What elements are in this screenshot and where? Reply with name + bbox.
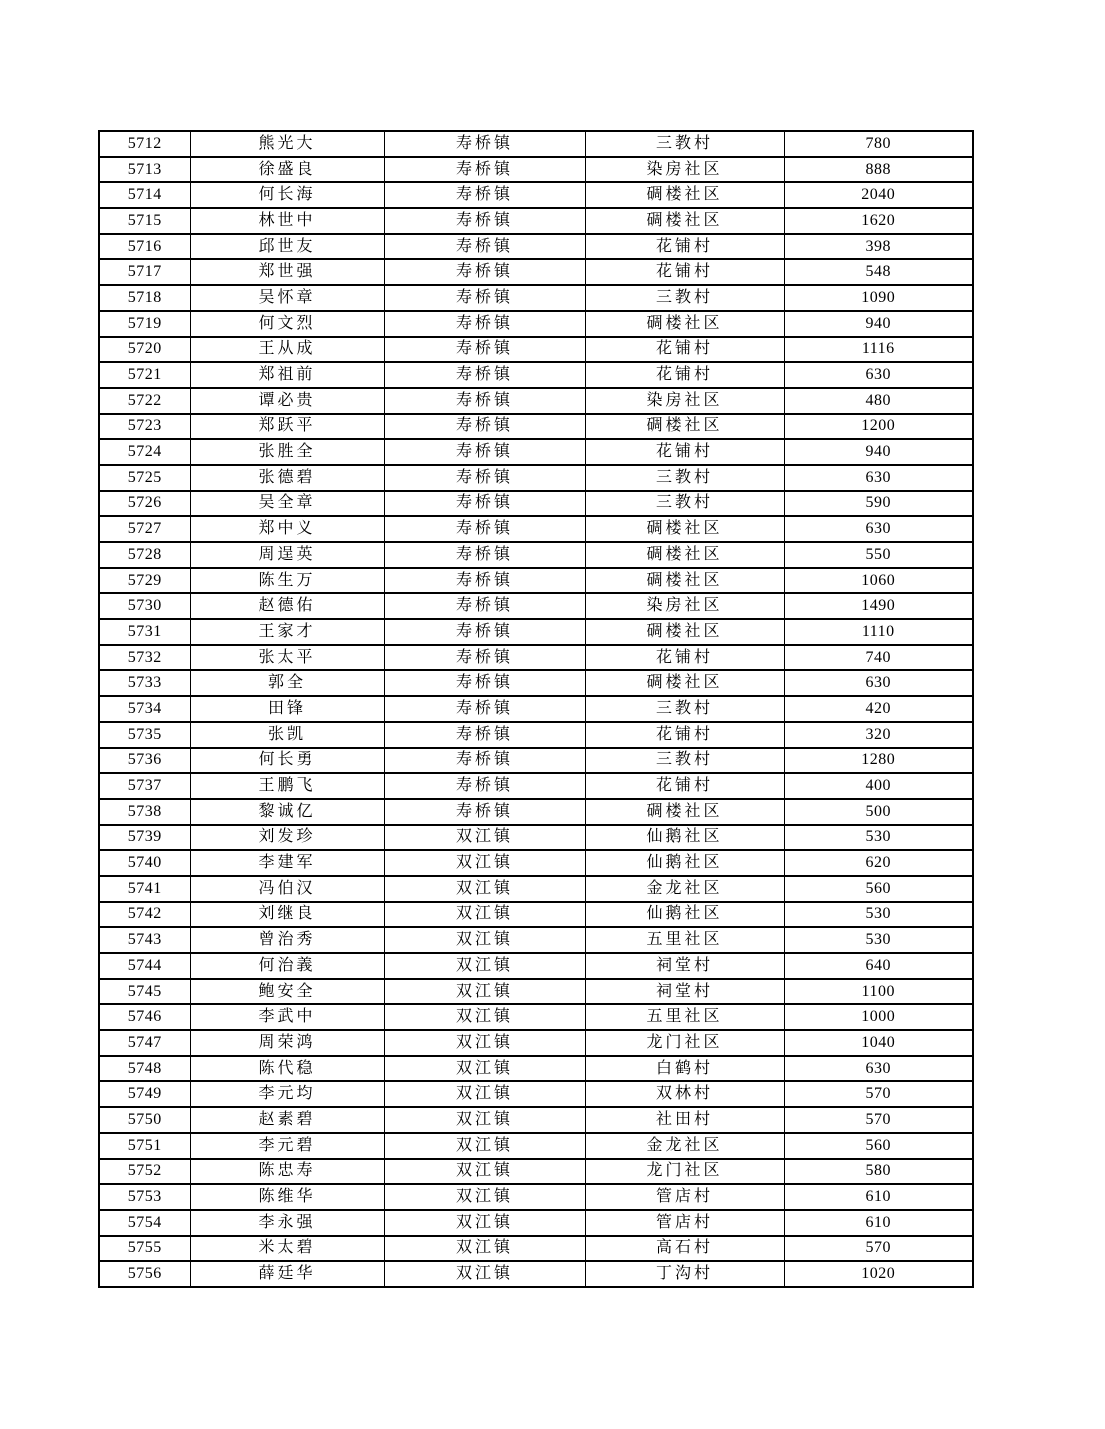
cell-serial: 5747 [99,1030,190,1056]
cell-serial: 5749 [99,1081,190,1107]
cell-village: 碉楼社区 [585,311,784,337]
cell-name: 何长勇 [190,748,384,774]
cell-name: 张德碧 [190,465,384,491]
cell-name: 郑祖前 [190,362,384,388]
cell-amount: 630 [784,1056,973,1082]
cell-amount: 940 [784,311,973,337]
cell-amount: 1620 [784,208,973,234]
table-row [99,182,973,208]
cell-village: 仙鹅社区 [585,850,784,876]
table-row [99,157,973,183]
cell-town: 寿桥镇 [384,748,585,774]
cell-town: 双江镇 [384,1210,585,1236]
table-row [99,850,973,876]
cell-town: 寿桥镇 [384,208,585,234]
cell-town: 双江镇 [384,1081,585,1107]
cell-town: 双江镇 [384,1261,585,1287]
cell-village: 金龙社区 [585,1133,784,1159]
cell-serial: 5748 [99,1056,190,1082]
table-row [99,619,973,645]
cell-serial: 5738 [99,799,190,825]
cell-village: 祠堂村 [585,979,784,1005]
table-row [99,696,973,722]
cell-village: 仙鹅社区 [585,902,784,928]
cell-name: 周荣鸿 [190,1030,384,1056]
cell-amount: 1090 [784,285,973,311]
cell-village: 碉楼社区 [585,568,784,594]
cell-town: 寿桥镇 [384,337,585,363]
cell-name: 熊光大 [190,131,384,157]
cell-name: 吴怀章 [190,285,384,311]
table-row [99,722,973,748]
cell-village: 碉楼社区 [585,414,784,440]
table-row [99,1210,973,1236]
cell-village: 五里社区 [585,927,784,953]
cell-serial: 5728 [99,542,190,568]
cell-town: 双江镇 [384,850,585,876]
cell-village: 染房社区 [585,157,784,183]
table-row [99,311,973,337]
cell-amount: 1000 [784,1004,973,1030]
cell-name: 周逞英 [190,542,384,568]
table-row [99,285,973,311]
cell-village: 三教村 [585,748,784,774]
cell-town: 双江镇 [384,1184,585,1210]
cell-town: 双江镇 [384,876,585,902]
cell-town: 寿桥镇 [384,465,585,491]
cell-village: 碉楼社区 [585,182,784,208]
cell-town: 双江镇 [384,1056,585,1082]
cell-name: 刘继良 [190,902,384,928]
cell-village: 碉楼社区 [585,619,784,645]
cell-town: 寿桥镇 [384,157,585,183]
cell-village: 祠堂村 [585,953,784,979]
cell-name: 张凯 [190,722,384,748]
cell-serial: 5712 [99,131,190,157]
cell-name: 李武中 [190,1004,384,1030]
cell-town: 双江镇 [384,1107,585,1133]
cell-amount: 1040 [784,1030,973,1056]
cell-serial: 5752 [99,1159,190,1185]
cell-village: 花铺村 [585,337,784,363]
cell-town: 双江镇 [384,1030,585,1056]
cell-amount: 1110 [784,619,973,645]
cell-serial: 5727 [99,516,190,542]
cell-village: 染房社区 [585,388,784,414]
cell-name: 田锋 [190,696,384,722]
cell-town: 寿桥镇 [384,439,585,465]
cell-serial: 5723 [99,414,190,440]
cell-village: 碉楼社区 [585,208,784,234]
table-row [99,799,973,825]
table-row [99,1261,973,1287]
cell-amount: 580 [784,1159,973,1185]
cell-name: 李建军 [190,850,384,876]
cell-amount: 560 [784,1133,973,1159]
cell-name: 郑中义 [190,516,384,542]
cell-name: 郑跃平 [190,414,384,440]
table-row [99,1159,973,1185]
table-row [99,1236,973,1262]
cell-serial: 5720 [99,337,190,363]
cell-serial: 5721 [99,362,190,388]
cell-serial: 5717 [99,259,190,285]
cell-town: 双江镇 [384,1236,585,1262]
cell-town: 寿桥镇 [384,568,585,594]
cell-town: 寿桥镇 [384,234,585,260]
table-row [99,208,973,234]
cell-amount: 1280 [784,748,973,774]
table-row [99,593,973,619]
cell-name: 曾治秀 [190,927,384,953]
cell-amount: 610 [784,1210,973,1236]
cell-name: 王从成 [190,337,384,363]
cell-amount: 500 [784,799,973,825]
cell-town: 寿桥镇 [384,414,585,440]
cell-serial: 5733 [99,670,190,696]
cell-serial: 5741 [99,876,190,902]
cell-amount: 940 [784,439,973,465]
cell-name: 张太平 [190,645,384,671]
cell-name: 谭必贵 [190,388,384,414]
cell-amount: 1100 [784,979,973,1005]
table-row [99,902,973,928]
cell-amount: 570 [784,1236,973,1262]
cell-village: 碉楼社区 [585,516,784,542]
table-row [99,927,973,953]
cell-amount: 570 [784,1081,973,1107]
cell-town: 寿桥镇 [384,388,585,414]
cell-serial: 5745 [99,979,190,1005]
cell-town: 寿桥镇 [384,131,585,157]
cell-village: 花铺村 [585,234,784,260]
cell-serial: 5737 [99,773,190,799]
cell-amount: 550 [784,542,973,568]
cell-serial: 5719 [99,311,190,337]
cell-village: 五里社区 [585,1004,784,1030]
cell-serial: 5729 [99,568,190,594]
cell-amount: 610 [784,1184,973,1210]
table-row [99,670,973,696]
cell-amount: 560 [784,876,973,902]
cell-serial: 5739 [99,825,190,851]
cell-amount: 740 [784,645,973,671]
cell-village: 三教村 [585,285,784,311]
table-row [99,362,973,388]
cell-town: 寿桥镇 [384,799,585,825]
cell-name: 何文烈 [190,311,384,337]
cell-village: 高石村 [585,1236,784,1262]
cell-serial: 5756 [99,1261,190,1287]
cell-amount: 420 [784,696,973,722]
cell-village: 三教村 [585,491,784,517]
cell-village: 管店村 [585,1184,784,1210]
cell-amount: 530 [784,927,973,953]
cell-amount: 888 [784,157,973,183]
cell-village: 三教村 [585,465,784,491]
cell-name: 陈生万 [190,568,384,594]
cell-serial: 5750 [99,1107,190,1133]
cell-name: 王鹏飞 [190,773,384,799]
cell-serial: 5724 [99,439,190,465]
records-table [98,130,974,1288]
cell-amount: 1490 [784,593,973,619]
cell-amount: 590 [784,491,973,517]
cell-village: 花铺村 [585,773,784,799]
table-row [99,645,973,671]
cell-town: 寿桥镇 [384,491,585,517]
cell-serial: 5735 [99,722,190,748]
table-row [99,1107,973,1133]
cell-serial: 5743 [99,927,190,953]
cell-village: 碉楼社区 [585,542,784,568]
cell-serial: 5731 [99,619,190,645]
cell-serial: 5713 [99,157,190,183]
cell-amount: 398 [784,234,973,260]
cell-village: 三教村 [585,131,784,157]
cell-town: 双江镇 [384,979,585,1005]
cell-town: 寿桥镇 [384,362,585,388]
cell-town: 双江镇 [384,1133,585,1159]
table-row [99,259,973,285]
cell-village: 仙鹅社区 [585,825,784,851]
cell-name: 王家才 [190,619,384,645]
cell-name: 邱世友 [190,234,384,260]
cell-village: 白鹤村 [585,1056,784,1082]
table-row [99,234,973,260]
table-row [99,439,973,465]
cell-amount: 400 [784,773,973,799]
cell-amount: 630 [784,516,973,542]
cell-town: 寿桥镇 [384,259,585,285]
cell-name: 李永强 [190,1210,384,1236]
cell-serial: 5716 [99,234,190,260]
cell-town: 寿桥镇 [384,285,585,311]
table-row [99,953,973,979]
table-row [99,1081,973,1107]
cell-amount: 570 [784,1107,973,1133]
cell-village: 染房社区 [585,593,784,619]
table-row [99,542,973,568]
cell-town: 双江镇 [384,825,585,851]
cell-serial: 5755 [99,1236,190,1262]
cell-name: 李元碧 [190,1133,384,1159]
table-row [99,1184,973,1210]
cell-serial: 5736 [99,748,190,774]
table-row [99,491,973,517]
cell-serial: 5730 [99,593,190,619]
cell-village: 龙门社区 [585,1030,784,1056]
cell-serial: 5732 [99,645,190,671]
table-row [99,414,973,440]
cell-amount: 630 [784,362,973,388]
table-row [99,1056,973,1082]
cell-amount: 320 [784,722,973,748]
cell-amount: 530 [784,825,973,851]
cell-name: 林世中 [190,208,384,234]
cell-amount: 530 [784,902,973,928]
cell-serial: 5753 [99,1184,190,1210]
cell-serial: 5734 [99,696,190,722]
cell-town: 寿桥镇 [384,516,585,542]
cell-village: 龙门社区 [585,1159,784,1185]
cell-town: 双江镇 [384,927,585,953]
table-row [99,131,973,157]
cell-serial: 5744 [99,953,190,979]
cell-name: 薛廷华 [190,1261,384,1287]
cell-name: 冯伯汉 [190,876,384,902]
table-row [99,337,973,363]
cell-village: 花铺村 [585,439,784,465]
cell-serial: 5740 [99,850,190,876]
cell-name: 米太碧 [190,1236,384,1262]
cell-name: 鲍安全 [190,979,384,1005]
cell-serial: 5726 [99,491,190,517]
cell-name: 吴全章 [190,491,384,517]
cell-town: 寿桥镇 [384,593,585,619]
cell-town: 寿桥镇 [384,670,585,696]
cell-name: 郑世强 [190,259,384,285]
cell-amount: 630 [784,670,973,696]
cell-name: 何治義 [190,953,384,979]
cell-serial: 5722 [99,388,190,414]
cell-name: 张胜全 [190,439,384,465]
table-row [99,465,973,491]
cell-name: 郭全 [190,670,384,696]
cell-village: 丁沟村 [585,1261,784,1287]
cell-village: 管店村 [585,1210,784,1236]
cell-village: 花铺村 [585,722,784,748]
cell-amount: 640 [784,953,973,979]
cell-amount: 1060 [784,568,973,594]
cell-town: 双江镇 [384,902,585,928]
cell-amount: 630 [784,465,973,491]
table-row [99,979,973,1005]
cell-village: 三教村 [585,696,784,722]
cell-name: 赵素碧 [190,1107,384,1133]
cell-serial: 5718 [99,285,190,311]
table-row [99,1030,973,1056]
cell-town: 寿桥镇 [384,311,585,337]
cell-amount: 780 [784,131,973,157]
cell-name: 赵德佑 [190,593,384,619]
cell-name: 何长海 [190,182,384,208]
cell-serial: 5725 [99,465,190,491]
cell-name: 黎诚亿 [190,799,384,825]
cell-amount: 1116 [784,337,973,363]
cell-serial: 5715 [99,208,190,234]
cell-name: 陈维华 [190,1184,384,1210]
cell-name: 陈代稳 [190,1056,384,1082]
cell-town: 寿桥镇 [384,696,585,722]
cell-serial: 5746 [99,1004,190,1030]
cell-amount: 548 [784,259,973,285]
cell-village: 花铺村 [585,362,784,388]
cell-serial: 5751 [99,1133,190,1159]
cell-town: 双江镇 [384,953,585,979]
cell-village: 社田村 [585,1107,784,1133]
cell-village: 碉楼社区 [585,670,784,696]
table-row [99,516,973,542]
cell-village: 碉楼社区 [585,799,784,825]
cell-town: 双江镇 [384,1159,585,1185]
cell-town: 寿桥镇 [384,722,585,748]
cell-serial: 5714 [99,182,190,208]
cell-town: 寿桥镇 [384,619,585,645]
cell-name: 徐盛良 [190,157,384,183]
cell-amount: 2040 [784,182,973,208]
cell-serial: 5754 [99,1210,190,1236]
cell-amount: 620 [784,850,973,876]
cell-amount: 1020 [784,1261,973,1287]
cell-town: 寿桥镇 [384,645,585,671]
cell-name: 李元均 [190,1081,384,1107]
table-row [99,876,973,902]
cell-amount: 1200 [784,414,973,440]
cell-village: 双林村 [585,1081,784,1107]
records-table-body [99,131,973,1287]
cell-town: 寿桥镇 [384,542,585,568]
cell-village: 花铺村 [585,259,784,285]
cell-name: 陈忠寿 [190,1159,384,1185]
cell-name: 刘发珍 [190,825,384,851]
table-row [99,773,973,799]
table-row [99,1004,973,1030]
table-row [99,388,973,414]
table-row [99,1133,973,1159]
cell-serial: 5742 [99,902,190,928]
cell-town: 寿桥镇 [384,773,585,799]
cell-amount: 480 [784,388,973,414]
table-row [99,748,973,774]
table-row [99,825,973,851]
cell-village: 金龙社区 [585,876,784,902]
cell-village: 花铺村 [585,645,784,671]
cell-town: 双江镇 [384,1004,585,1030]
table-row [99,568,973,594]
cell-town: 寿桥镇 [384,182,585,208]
